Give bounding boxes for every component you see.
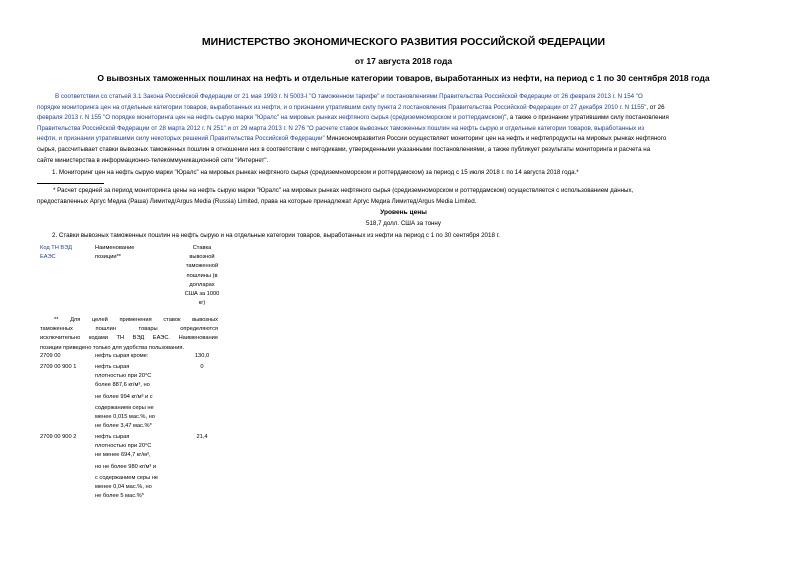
law-link[interactable]: В соответствии со статьей 3.1 Закона Российской Федерации от 21 мая 1993 г. N 5003-I "О таможенном тарифе" и постановлениями Правительства Российской Федерации от 26 февраля 2013 г. N 154 "О [55,93,643,100]
name-line: с содержанием серы не [95,474,159,481]
intro-line-1 [37,92,769,103]
name-line: менее 0,015 мас.%, но [95,414,155,421]
footnote-line-1: * Расчет средней за период мониторинга цены на нефть сырую марки "Юралс" на мировых рынках нефтяного сырья (средиземноморском и роттердамском) осуществляется с использованием данных, [53,187,634,194]
note-line: позиции приведено только для удобства пользования. [40,344,185,351]
row-code: 2709 00 900 1 [40,364,77,370]
row-code: 2709 00 [40,353,61,359]
name-line: содержанием серы не [95,404,154,411]
header-text: кг) [198,300,206,307]
row-name: нефть сырая кроме: [95,353,149,359]
note-line: ** Для целей применения ставок вывозных [54,317,218,323]
row-name [95,363,173,431]
header-text: Наименование [95,245,135,251]
name-line: не менее 694,7 кг/м³, [95,452,151,459]
header-text: вывозной [189,254,215,261]
item-1-monitoring: 1. Мониторинг цен на нефть сырую марки "Юралс" на мировых рынках нефтяного сырья (средиземноморском и роттердамском) за период с 15 июля 2018 г. по 14 августа 2018 года.* [52,169,579,176]
note-line: исключительно кодами ТН ВЭД ЕАЭС. Наименование [40,335,218,342]
price-heading: Уровень цены [380,209,427,216]
footnote-divider [37,183,104,184]
resolution-link-1155[interactable]: порядке мониторинга цен на отдельные категории товаров, выработанных из нефти, и о признании утратившим силу пункта 2 постановления Правительства Российской Федерации от 27 декабря 2010 г. N 1155" [37,103,647,111]
header-text: США за 1000 [184,291,220,298]
name-line: не более 5 мас.%* [95,493,144,500]
intro-line-4[interactable]: Правительства Российской Федерации от 28 марта 2012 г. N 251" и от 29 марта 2013 г. N 276 "О расчете ставок вывозных таможенных пошлин на нефть сырую и отдельные категории товаров, выработанных из [37,124,645,132]
row-rate: 21,4 [196,434,208,440]
header-text: Ставка [192,245,212,251]
row-rate: 130,0 [194,353,210,359]
name-line: но не более 980 кг/м³ и [95,463,157,470]
name-line: плотностью при 20°С [95,373,152,380]
tn-ved-link[interactable]: Код ТН ВЭД [40,245,72,251]
column-header-code [40,244,90,262]
intro-text: Минэкономразвития России осуществляет мониторинг цен на нефть и нефтепродукты на мировых рынках нефтяного [324,135,667,143]
row-rate: 0 [200,364,204,370]
document-date: от 17 августа 2018 года [354,56,453,66]
header-text: позиции** [95,254,122,261]
intro-line-7: сайте министерства в информационно-телекоммуникационной сети "Интернет". [37,156,269,164]
item-2-rates: 2. Ставки вывозных таможенных пошлин на нефть сырую и на отдельные категории товаров, выработанных из нефти на период с 1 по 30 сентября 2018 г. [52,232,500,239]
name-line: менее 0,04 мас.%, но [95,484,152,491]
row-name [95,433,173,501]
intro-text: ", а также о признании утратившими силу постановления [504,114,669,122]
name-line: не более 994 кг/м³ и с [95,393,153,400]
intro-line-6: сырья, рассчитывает ставки вывозных таможенных пошлин в отношении них в соответствии с методиками, утвержденными указанными постановлениями, а также публикует результаты мониторинга и расчета на [37,145,651,153]
eaes-link[interactable]: ЕАЭС [40,254,56,261]
price-value: 518,7 долл. США за тонну [366,220,441,227]
footnote-line-2: предоставленных Аргус Медиа (Раша) Лимитед/Argus Media (Russia) Limited, права на которые принадлежат Аргус Медиа Лимитед/Argus Media Limited. [37,197,477,205]
intro-line-2 [37,103,769,114]
intro-line-5 [37,134,769,145]
name-line: нефть сырая [95,364,130,370]
header-text: таможенной [185,263,219,270]
name-line: плотностью при 20°С [95,443,152,450]
name-line: более 887,6 кг/м³, но [95,382,150,389]
resolution-link-276[interactable]: нефти, и признании утратившими силу некоторых решений Правительства Российской Федерации" [37,135,325,143]
name-line: не более 3,47 мас.%* [95,423,152,430]
table-note [40,316,218,353]
intro-paragraph [37,92,769,166]
column-header-rate [171,244,233,308]
intro-text: , от 26 [646,103,665,111]
header-text: долларах [189,281,215,288]
footnote [37,186,770,207]
document-title: О вывозных таможенных пошлинах на нефть и отдельные категории товаров, выработанных из нефти, на период с 1 по 30 сентября 2018 года [97,73,710,83]
note-line: таможенных пошлин товары определяются [40,326,218,333]
resolution-link-155[interactable]: февраля 2013 г. N 155 "О порядке мониторинга цен на нефть сырую марки "Юралс" на мировых рынках нефтяного сырья (средиземноморском и роттердамском) [37,114,505,122]
column-header-name [95,244,173,262]
row-code: 2709 00 900 2 [40,434,77,440]
intro-line-3 [37,113,769,124]
header-text: пошлины (в [186,272,218,279]
ministry-title: МИНИСТЕРСТВО ЭКОНОМИЧЕСКОГО РАЗВИТИЯ РОССИЙСКОЙ ФЕДЕРАЦИИ [201,36,606,48]
name-line: нефть сырая [95,434,130,440]
